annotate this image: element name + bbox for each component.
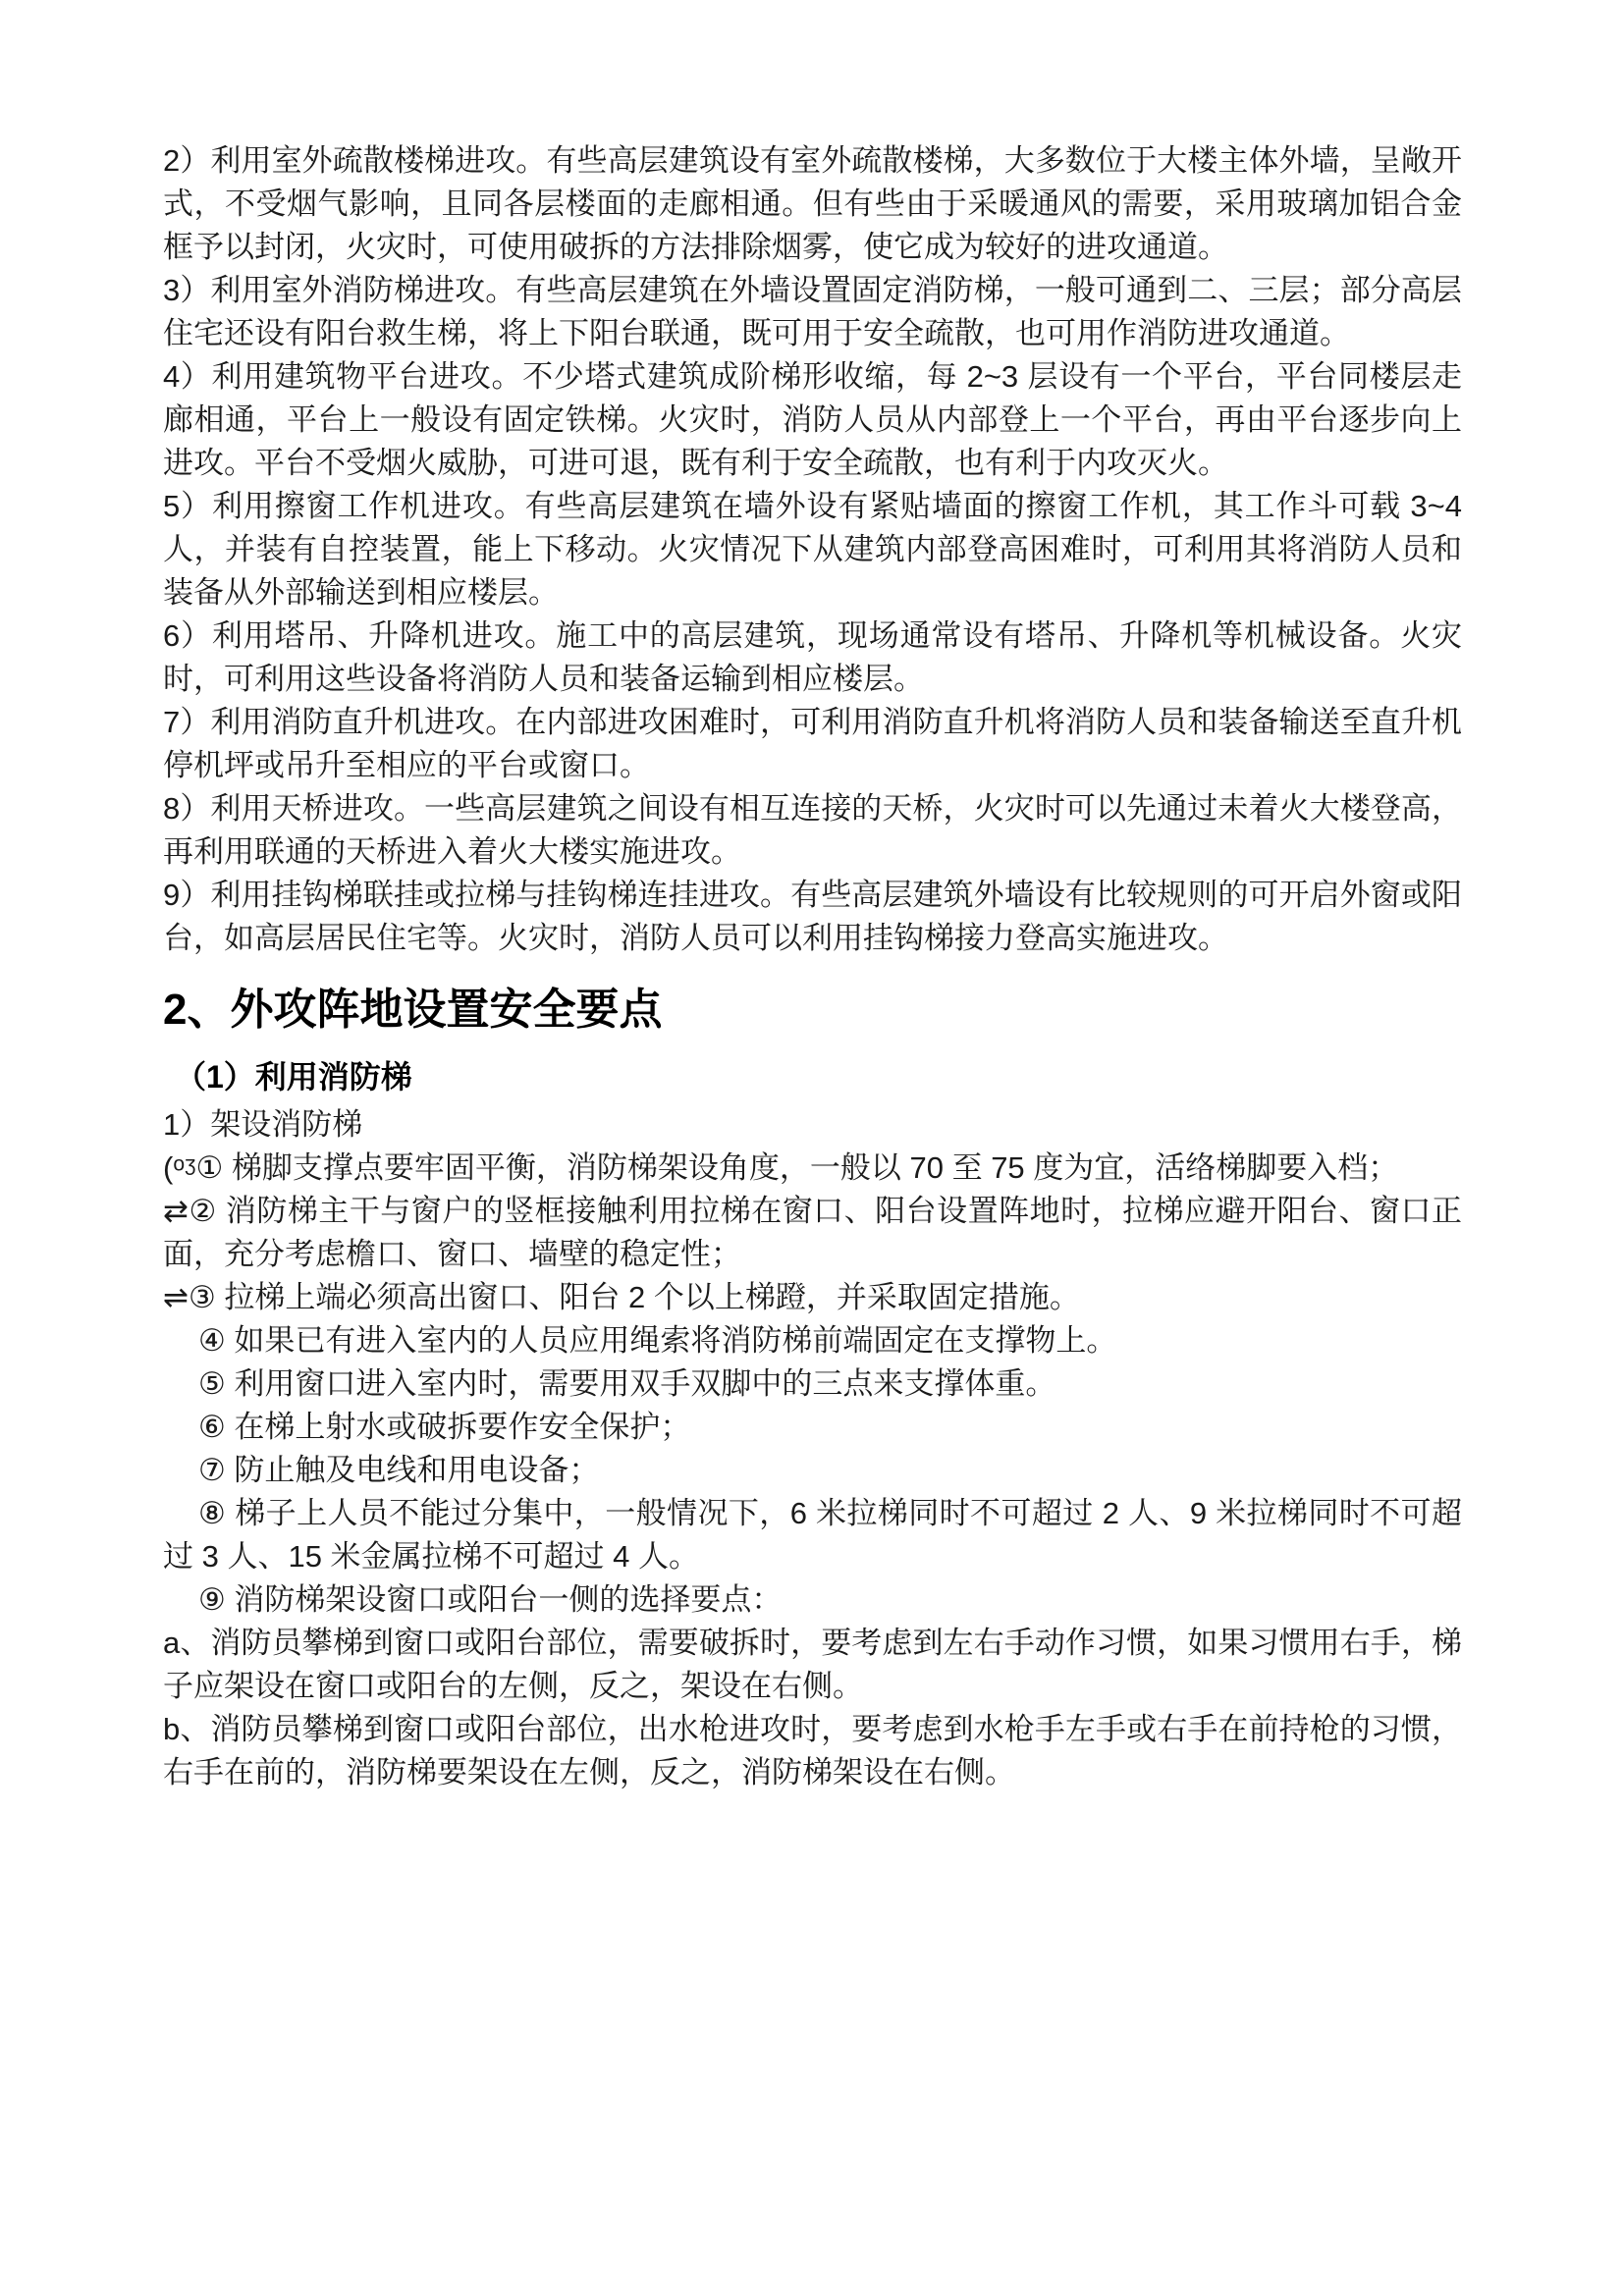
list-item: ⑥ 在梯上射水或破拆要作安全保护；	[198, 1410, 691, 1444]
fire-ladder-points-section	[163, 1147, 1462, 1794]
subsection-heading: （1）利用消防梯	[175, 1059, 412, 1095]
list-intro: 1）架设消防梯	[163, 1107, 363, 1142]
list-item: ⇌③ 拉梯上端必须高出窗口、阳台 2 个以上梯蹬，并采取固定措施。	[163, 1280, 1080, 1314]
paragraph: 2）利用室外疏散楼梯进攻。有些高层建筑设有室外疏散楼梯，大多数位于大楼主体外墙，呈敞开式，不受烟气影响，且同各层楼面的走廊相通。但有些由于采暖通风的需要，采用玻璃加铝合金框予以封闭，火灾时，可使用破拆的方法排除烟雾，使它成为较好的进攻通道。	[163, 143, 1462, 264]
list-item: ⇄② 消防梯主干与窗户的竖框接触利用拉梯在窗口、阳台设置阵地时，拉梯应避开阳台、窗口正面，充分考虑檐口、窗口、墙壁的稳定性；	[163, 1194, 1462, 1271]
paragraph: 9）利用挂钩梯联挂或拉梯与挂钩梯连挂进攻。有些高层建筑外墙设有比较规则的可开启外窗或阳台，如高层居民住宅等。火灾时，消防人员可以利用挂钩梯接力登高实施进攻。	[163, 878, 1462, 955]
paragraph: 7）利用消防直升机进攻。在内部进攻困难时，可利用消防直升机将消防人员和装备输送至直升机停机坪或吊升至相应的平台或窗口。	[163, 705, 1462, 782]
list-item: b、消防员攀梯到窗口或阳台部位，出水枪进攻时，要考虑到水枪手左手或右手在前持枪的习惯，右手在前的，消防梯要架设在左侧，反之，消防梯架设在右侧。	[163, 1712, 1462, 1789]
list-item: ④ 如果已有进入室内的人员应用绳索将消防梯前端固定在支撑物上。	[198, 1323, 1117, 1358]
paragraph: 3）利用室外消防梯进攻。有些高层建筑在外墙设置固定消防梯，一般可通到二、三层；部分高层住宅还设有阳台救生梯，将上下阳台联通，既可用于安全疏散，也可用作消防进攻通道。	[163, 273, 1462, 350]
list-item: ⑤ 利用窗口进入室内时，需要用双手双脚中的三点来支撑体重。	[198, 1366, 1056, 1401]
list-item: ⑨ 消防梯架设窗口或阳台一侧的选择要点：	[198, 1582, 783, 1617]
list-item: ⑧ 梯子上人员不能过分集中，一般情况下，6 米拉梯同时不可超过 2 人、9 米拉梯同时不可超过 3 人、15 米金属拉梯不可超过 4 人。	[163, 1496, 1462, 1574]
list-item: a、消防员攀梯到窗口或阳台部位，需要破拆时，要考虑到左右手动作习惯，如果习惯用右手，梯子应架设在窗口或阳台的左侧，反之，架设在右侧。	[163, 1626, 1462, 1703]
section-heading: 2、外攻阵地设置安全要点	[163, 986, 663, 1034]
paragraph: 6）利用塔吊、升降机进攻。施工中的高层建筑，现场通常设有塔吊、升降机等机械设备。火灾时，可利用这些设备将消防人员和装备运输到相应楼层。	[163, 618, 1462, 696]
paragraph: 4）利用建筑物平台进攻。不少塔式建筑成阶梯形收缩，每 2~3 层设有一个平台，平台同楼层走廊相通，平台上一般设有固定铁梯。火灾时，消防人员从内部登上一个平台，再由平台逐步向上进攻。平台不受烟火威胁，可进可退，既有利于安全疏散，也有利于内攻灭火。	[163, 359, 1462, 480]
list-item: ⑦ 防止触及电线和用电设备；	[198, 1453, 600, 1487]
list-item: (ᵒᶾ① 梯脚支撑点要牢固平衡，消防梯架设角度，一般以 70 至 75 度为宜，活络梯脚要入档；	[163, 1150, 1399, 1185]
paragraph: 8）利用天桥进攻。一些高层建筑之间设有相互连接的天桥，火灾时可以先通过未着火大楼登高，再利用联通的天桥进入着火大楼实施进攻。	[163, 791, 1462, 869]
paragraph: 5）利用擦窗工作机进攻。有些高层建筑在墙外设有紧贴墙面的擦窗工作机，其工作斗可载 3~4 人，并装有自控装置，能上下移动。火灾情况下从建筑内部登高困难时，可利用其将消防人员和装备从外部输送到相应楼层。	[163, 489, 1462, 610]
attack-routes-section	[163, 139, 1462, 960]
